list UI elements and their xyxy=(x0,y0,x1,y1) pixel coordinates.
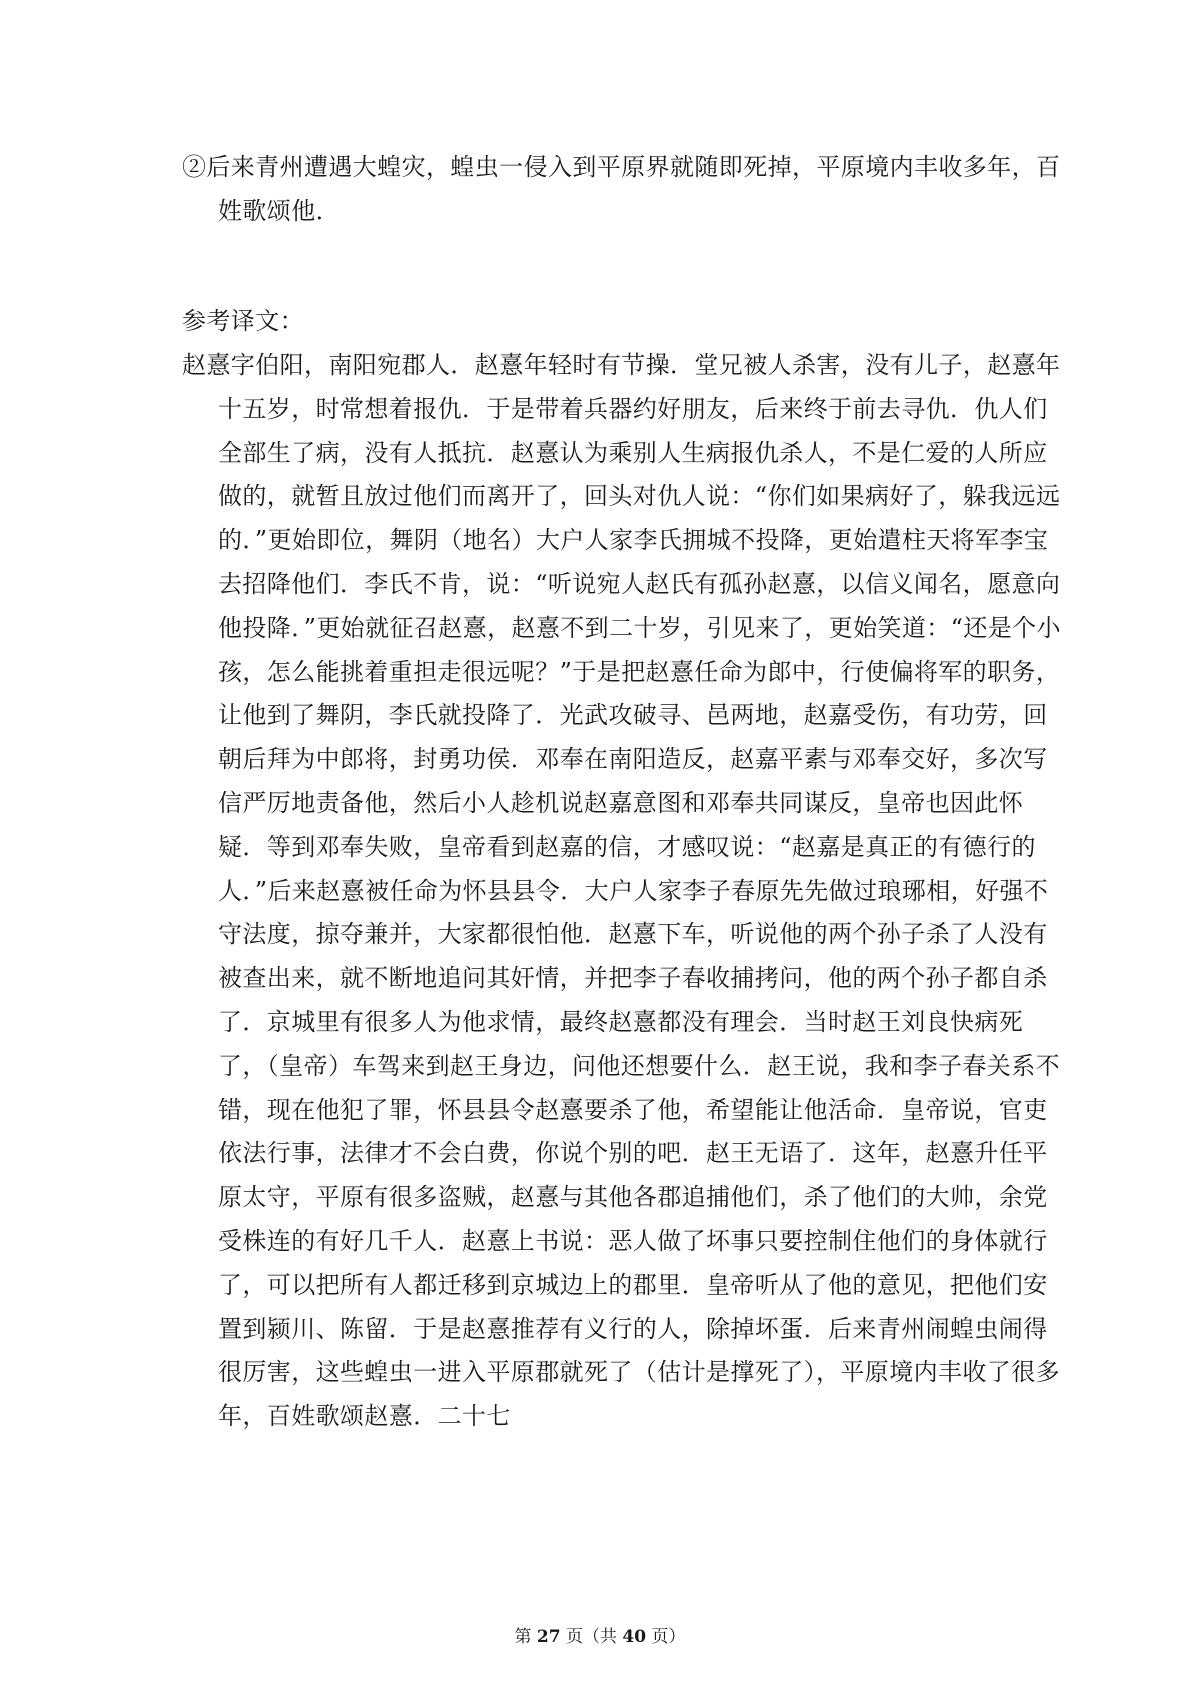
footer-suffix: 页） xyxy=(646,1627,686,1647)
footer-page-number: 27 xyxy=(536,1627,561,1647)
page-footer xyxy=(0,1626,1200,1648)
reference-translation-label: 参考译文： xyxy=(182,307,304,335)
footer-total-pages: 40 xyxy=(622,1627,647,1647)
reference-translation-text: 赵憙字伯阳，南阳宛郡人．赵憙年轻时有节操．堂兄被人杀害，没有儿子，赵憙年十五岁，时常想着报仇．于是带着兵器约好朋友，后来终于前去寻仇．仇人们全部生了病，没有人抵抗．赵憙认为乘别人生病报仇杀人，不是仁爱的人所应做的，就暂且放过他们而离开了，回头对仇人说：“你们如果病好了，躲我远远的．”更始即位，舞阴（地名）大户人家李氏拥城不投降，更始遣柱天将军李宝去招降他们．李氏不肯，说：“听说宛人赵氏有孤孙赵憙，以信义闻名，愿意向他投降．”更始就征召赵憙，赵憙不到二十岁，引见来了，更始笑道：“还是个小孩，怎么能挑着重担走很远呢？”于是把赵憙任命为郎中，行使偏将军的职务，让他到了舞阴，李氏就投降了．光武攻破寻、邑两地，赵嘉受伤，有功劳，回朝后拜为中郎将，封勇功侯．邓奉在南阳造反，赵嘉平素与邓奉交好，多次写信严厉地责备他，然后小人趁机说赵嘉意图和邓奉共同谋反，皇帝也因此怀疑．等到邓奉失败，皇帝看到赵嘉的信，才感叹说：“赵嘉是真正的有德行的人．”后来赵憙被任命为怀县县令．大户人家李子春原先先做过琅琊相，好强不守法度，掠夺兼并，大家都很怕他．赵憙下车，听说他的两个孙子杀了人没有被查出来，就不断地追问其奸情，并把李子春收捕拷问，他的两个孙子都自杀了．京城里有很多人为他求情，最终赵憙都没有理会．当时赵王刘良快病死了，（皇帝）车驾来到赵王身边，问他还想要什么．赵王说，我和李子春关系不错，现在他犯了罪，怀县县令赵憙要杀了他，希望能让他活命．皇帝说，官吏依法行事，法律才不会白费，你说个别的吧．赵王无语了．这年，赵憙升任平原太守，平原有很多盗贼，赵憙与其他各郡追捕他们，杀了他们的大帅，余党受株连的有好几千人．赵憙上书说：恶人做了坏事只要控制住他们的身体就行了，可以把所有人都迁移到京城边上的郡里．皇帝听从了他的意见，把他们安置到颍川、陈留．于是赵憙推荐有义行的人，除掉坏蛋．后来青州闹蝗虫闹得很厉害，这些蝗虫一进入平原郡就死了（估计是撑死了），平原境内丰收了很多年，百姓歌颂赵憙．二十七 xyxy=(182,351,1061,1431)
answer-note: ②后来青州遭遇大蝗灾，蝗虫一侵入到平原界就随即死掉，平原境内丰收多年，百姓歌颂他． xyxy=(182,153,1061,225)
footer-middle: 页（共 xyxy=(560,1627,623,1647)
footer-prefix: 第 xyxy=(514,1627,537,1647)
